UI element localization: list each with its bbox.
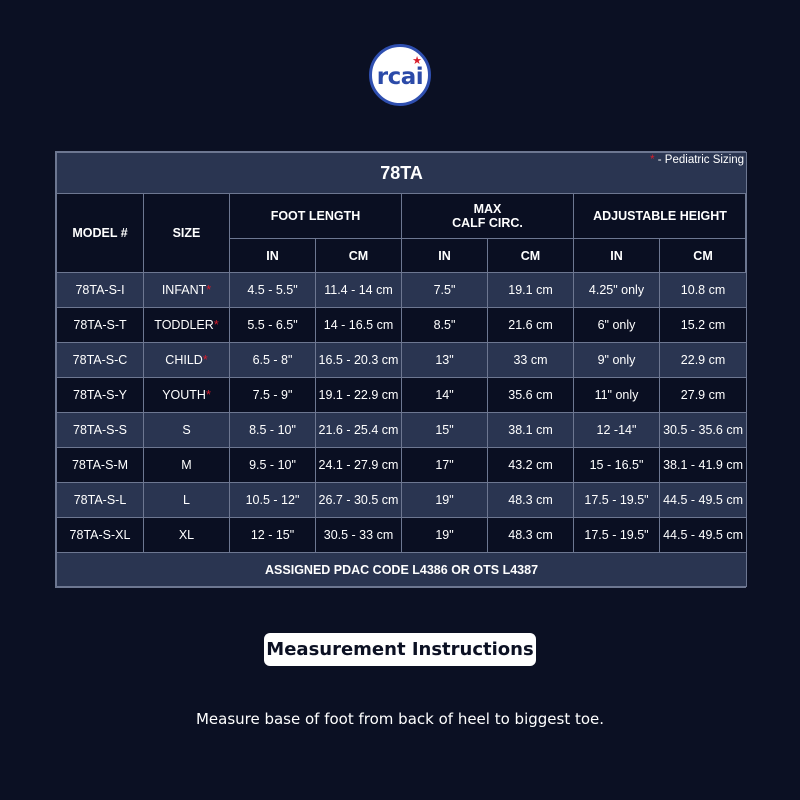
height-in-cell: 4.25" only <box>574 273 660 308</box>
table-row <box>57 448 747 483</box>
foot-cm-cell: 26.7 - 30.5 cm <box>316 483 402 518</box>
height-cm-cell: 15.2 cm <box>660 308 747 343</box>
size-cell <box>144 273 230 308</box>
size-cell <box>144 378 230 413</box>
height-in-cell: 17.5 - 19.5" <box>574 483 660 518</box>
height-in-cell: 9" only <box>574 343 660 378</box>
calf-in-cell: 19" <box>402 483 488 518</box>
logo-text: rcai <box>376 64 424 90</box>
measurement-instructions-text: Measure base of foot from back of heel to biggest toe. <box>195 710 605 728</box>
height-in-cell: 15 - 16.5" <box>574 448 660 483</box>
calf-in-cell: 14" <box>402 378 488 413</box>
table-row <box>57 483 747 518</box>
star-icon: ★ <box>412 54 422 67</box>
calf-cm-cell: 43.2 cm <box>488 448 574 483</box>
subheader-foot-in: IN <box>230 239 316 273</box>
size-cell <box>144 518 230 553</box>
size-label: INFANT <box>161 283 207 297</box>
pdac-code-footer: ASSIGNED PDAC CODE L4386 OR OTS L4387 <box>57 553 747 587</box>
calf-cm-cell: 21.6 cm <box>488 308 574 343</box>
foot-cm-cell: 21.6 - 25.4 cm <box>316 413 402 448</box>
model-cell: 78TA-S-Y <box>57 378 144 413</box>
model-cell: 78TA-S-C <box>57 343 144 378</box>
header-model: MODEL # <box>57 194 144 273</box>
model-cell: 78TA-S-S <box>57 413 144 448</box>
calf-cm-cell: 33 cm <box>488 343 574 378</box>
calf-cm-cell: 19.1 cm <box>488 273 574 308</box>
foot-cm-cell: 30.5 - 33 cm <box>316 518 402 553</box>
height-cm-cell: 44.5 - 49.5 cm <box>660 483 747 518</box>
pediatric-note-text: - Pediatric Sizing <box>654 154 745 166</box>
size-label: XL <box>178 528 195 542</box>
model-cell: 78TA-S-L <box>57 483 144 518</box>
height-cm-cell: 44.5 - 49.5 cm <box>660 518 747 553</box>
calf-cm-cell: 38.1 cm <box>488 413 574 448</box>
table-title: 78TA <box>380 162 423 183</box>
subheader-height-cm: CM <box>660 239 747 273</box>
header-max-calf-line2: CALF CIRC. <box>452 216 523 230</box>
rcai-logo <box>369 44 431 106</box>
foot-in-cell: 10.5 - 12" <box>230 483 316 518</box>
foot-cm-cell: 16.5 - 20.3 cm <box>316 343 402 378</box>
height-cm-cell: 27.9 cm <box>660 378 747 413</box>
pediatric-marker: * <box>650 154 655 166</box>
model-cell: 78TA-S-M <box>57 448 144 483</box>
subheader-calf-cm: CM <box>488 239 574 273</box>
header-size: SIZE <box>144 194 230 273</box>
height-in-cell: 6" only <box>574 308 660 343</box>
foot-in-cell: 12 - 15" <box>230 518 316 553</box>
size-label: S <box>182 423 191 437</box>
foot-in-cell: 9.5 - 10" <box>230 448 316 483</box>
subheader-height-in: IN <box>574 239 660 273</box>
foot-in-cell: 6.5 - 8" <box>230 343 316 378</box>
calf-in-cell: 7.5" <box>402 273 488 308</box>
subheader-foot-cm: CM <box>316 239 402 273</box>
size-label: YOUTH <box>162 388 206 402</box>
calf-cm-cell: 48.3 cm <box>488 483 574 518</box>
height-in-cell: 12 -14" <box>574 413 660 448</box>
calf-cm-cell: 35.6 cm <box>488 378 574 413</box>
size-label: L <box>183 493 190 507</box>
header-max-calf-line1: MAX <box>473 202 502 216</box>
pediatric-marker: * <box>202 353 208 367</box>
pediatric-sizing-note <box>650 154 744 166</box>
model-cell: 78TA-S-XL <box>57 518 144 553</box>
height-in-cell: 11" only <box>574 378 660 413</box>
size-label: TODDLER <box>154 318 214 332</box>
header-max-calf <box>402 194 574 239</box>
size-label: CHILD <box>165 353 203 367</box>
table-row <box>57 413 747 448</box>
height-cm-cell: 22.9 cm <box>660 343 747 378</box>
size-chart <box>55 151 746 588</box>
foot-cm-cell: 19.1 - 22.9 cm <box>316 378 402 413</box>
model-cell: 78TA-S-T <box>57 308 144 343</box>
foot-cm-cell: 11.4 - 14 cm <box>316 273 402 308</box>
table-row <box>57 308 747 343</box>
header-adjustable-height: ADJUSTABLE HEIGHT <box>574 194 747 239</box>
size-cell <box>144 343 230 378</box>
size-cell <box>144 448 230 483</box>
measurement-instructions-button[interactable]: Measurement Instructions <box>264 633 536 666</box>
calf-in-cell: 15" <box>402 413 488 448</box>
size-label: M <box>181 458 192 472</box>
size-cell <box>144 308 230 343</box>
table-row <box>57 343 747 378</box>
foot-in-cell: 7.5 - 9" <box>230 378 316 413</box>
header-foot-length: FOOT LENGTH <box>230 194 402 239</box>
table-row <box>57 273 747 308</box>
table-row <box>57 518 747 553</box>
table-title-cell <box>57 153 747 194</box>
size-cell <box>144 413 230 448</box>
foot-in-cell: 4.5 - 5.5" <box>230 273 316 308</box>
height-in-cell: 17.5 - 19.5" <box>574 518 660 553</box>
height-cm-cell: 10.8 cm <box>660 273 747 308</box>
model-cell: 78TA-S-I <box>57 273 144 308</box>
foot-cm-cell: 14 - 16.5 cm <box>316 308 402 343</box>
height-cm-cell: 38.1 - 41.9 cm <box>660 448 747 483</box>
height-cm-cell: 30.5 - 35.6 cm <box>660 413 747 448</box>
table-row <box>57 378 747 413</box>
calf-cm-cell: 48.3 cm <box>488 518 574 553</box>
size-cell <box>144 483 230 518</box>
calf-in-cell: 8.5" <box>402 308 488 343</box>
foot-cm-cell: 24.1 - 27.9 cm <box>316 448 402 483</box>
calf-in-cell: 19" <box>402 518 488 553</box>
foot-in-cell: 5.5 - 6.5" <box>230 308 316 343</box>
pediatric-marker: * <box>205 388 211 402</box>
subheader-calf-in: IN <box>402 239 488 273</box>
foot-in-cell: 8.5 - 10" <box>230 413 316 448</box>
pediatric-marker: * <box>206 283 212 297</box>
calf-in-cell: 17" <box>402 448 488 483</box>
calf-in-cell: 13" <box>402 343 488 378</box>
size-table <box>56 152 747 587</box>
pediatric-marker: * <box>213 318 219 332</box>
